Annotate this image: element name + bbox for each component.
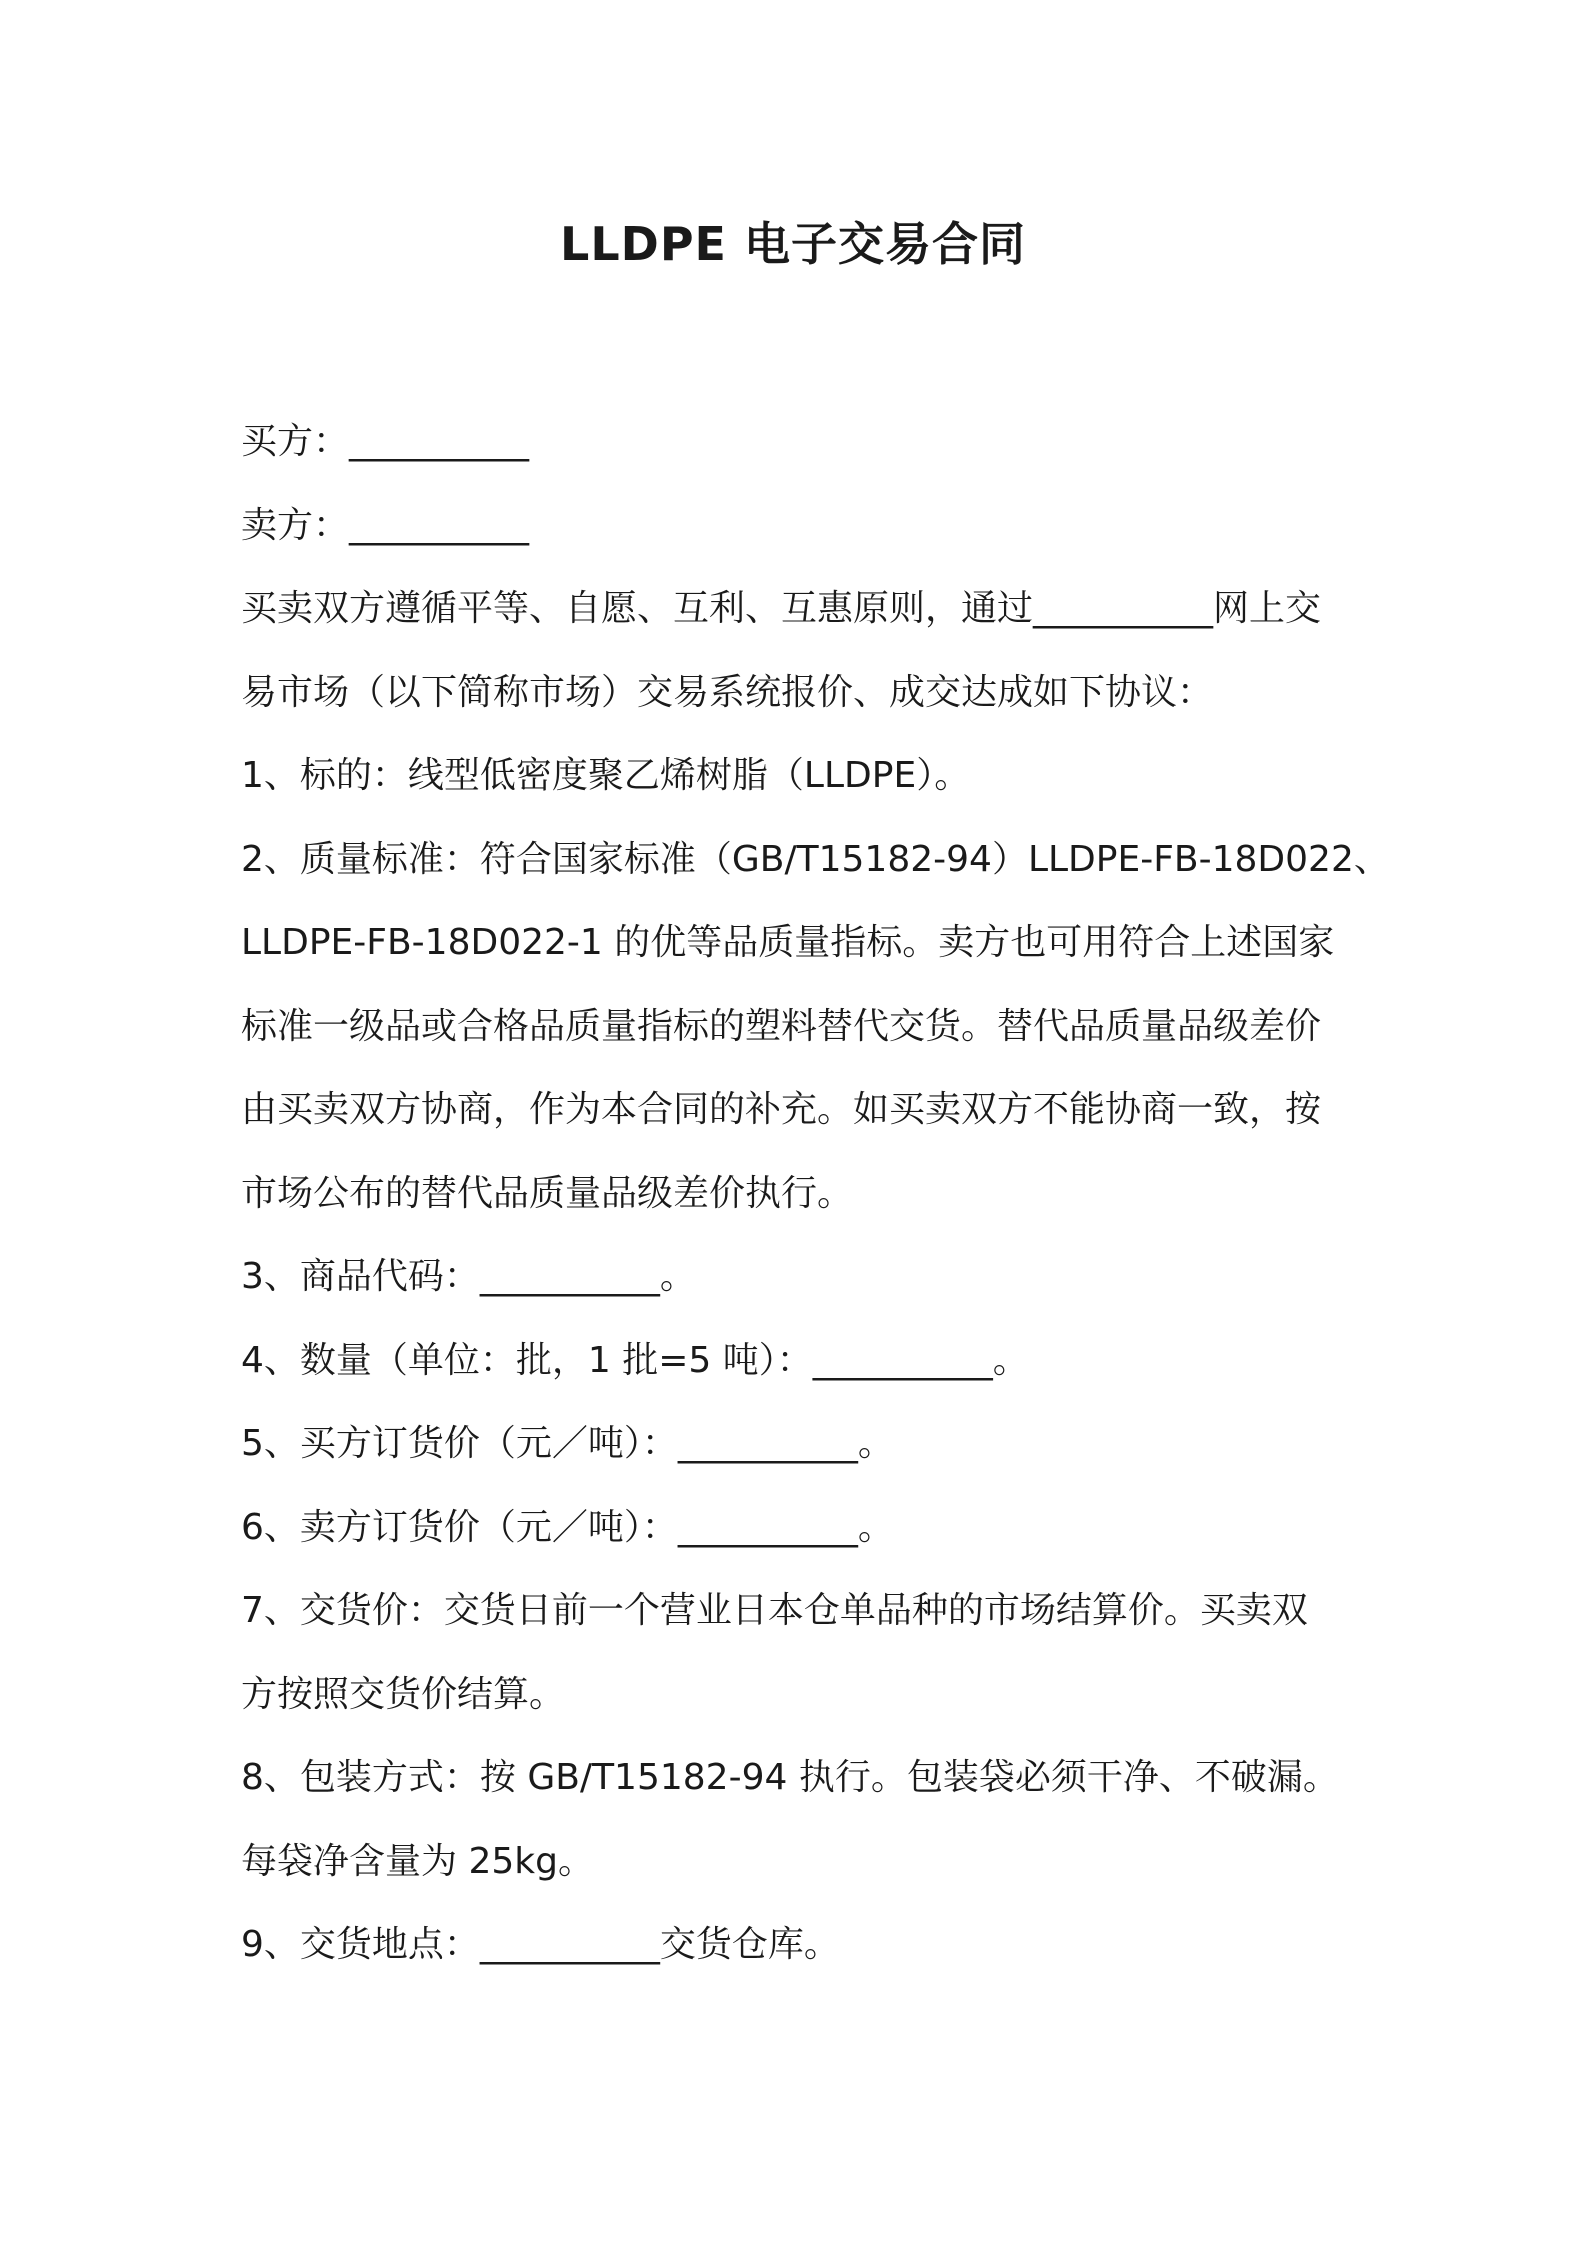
- clause-8-packaging-line-2: 每袋净含量为 25kg。: [241, 1840, 594, 1882]
- clause-2-quality-line-1: 2、质量标准：符合国家标准（GB/T15182-94）LLDPE-FB-18D022、: [241, 838, 1390, 880]
- buyer-line: 买方：__________: [241, 421, 530, 462]
- clause-1-subject: 1、标的：线型低密度聚乙烯树脂（LLDPE）。: [241, 755, 971, 796]
- preamble-line-2: 易市场（以下简称市场）交易系统报价、成交达成如下协议：: [241, 671, 1214, 713]
- clause-2-quality-line-2: LLDPE-FB-18D022-1 的优等品质量指标。卖方也可用符合上述国家: [241, 922, 1335, 963]
- seller-line: 卖方：__________: [241, 504, 530, 546]
- clause-5-buyer-price: 5、买方订货价（元／吨）：__________。: [241, 1423, 894, 1464]
- clause-2-quality-line-5: 市场公布的替代品质量品级差价执行。: [241, 1172, 854, 1214]
- clause-7-delivery-price-line-1: 7、交货价：交货日前一个营业日本仓单品种的市场结算价。买卖双: [241, 1590, 1308, 1631]
- preamble-line-1: 买卖双方遵循平等、自愿、互利、互惠原则，通过__________网上交: [241, 588, 1322, 629]
- clause-2-quality-line-4: 由买卖双方协商，作为本合同的补充。如买卖双方不能协商一致，按: [241, 1089, 1322, 1130]
- clause-3-product-code: 3、商品代码：__________。: [241, 1256, 696, 1297]
- clause-4-quantity: 4、数量（单位：批，1 批=5 吨）：__________。: [241, 1339, 1029, 1381]
- clause-2-quality-line-3: 标准一级品或合格品质量指标的塑料替代交货。替代品质量品级差价: [241, 1005, 1322, 1047]
- clause-8-packaging-line-1: 8、包装方式：按 GB/T15182-94 执行。包装袋必须干净、不破漏。: [241, 1757, 1339, 1798]
- clause-7-delivery-price-line-2: 方按照交货价结算。: [241, 1673, 566, 1715]
- clause-6-seller-price: 6、卖方订货价（元／吨）：__________。: [241, 1506, 894, 1548]
- contract-body: [241, 400, 1390, 1987]
- clause-9-delivery-location: 9、交货地点：__________交货仓库。: [241, 1924, 840, 1965]
- document-title: LLDPE 电子交易合同: [560, 217, 1026, 271]
